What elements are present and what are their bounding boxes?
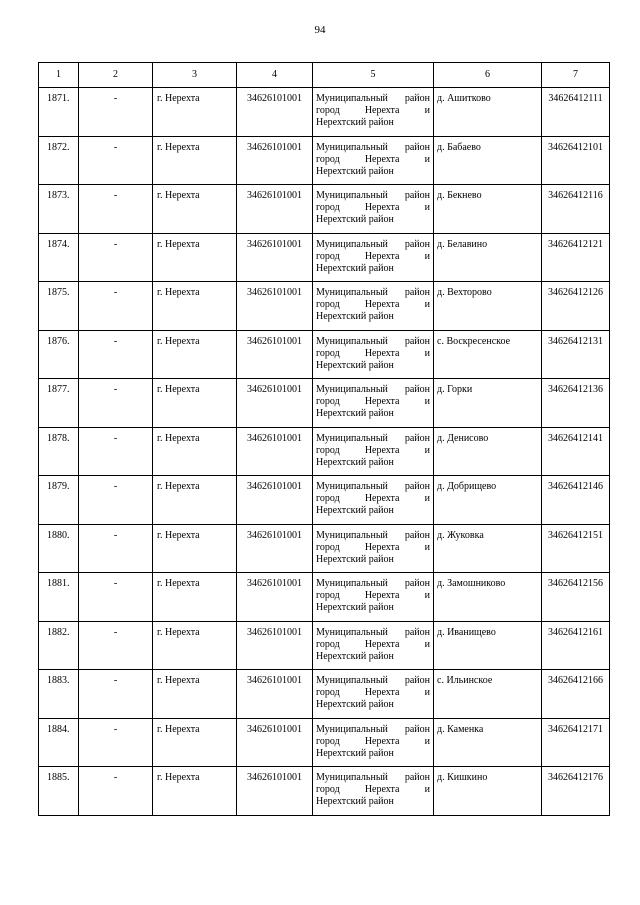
table-row bbox=[39, 233, 610, 282]
city-name: г. Нерехта bbox=[153, 427, 237, 476]
row-number: 1872. bbox=[39, 136, 79, 185]
row-number: 1883. bbox=[39, 670, 79, 719]
city-code: 34626101001 bbox=[237, 524, 313, 573]
locality-name: д. Ашитково bbox=[434, 88, 542, 137]
table-row bbox=[39, 767, 610, 816]
city-name: г. Нерехта bbox=[153, 718, 237, 767]
column-header: 7 bbox=[542, 63, 610, 88]
city-code: 34626101001 bbox=[237, 282, 313, 331]
city-code: 34626101001 bbox=[237, 573, 313, 622]
row-number: 1885. bbox=[39, 767, 79, 816]
city-code: 34626101001 bbox=[237, 427, 313, 476]
municipality-name: Муниципальный район город Нерехта и Нерехтский район bbox=[313, 233, 434, 282]
city-code: 34626101001 bbox=[237, 88, 313, 137]
row-number: 1881. bbox=[39, 573, 79, 622]
oktmo-code: 34626412146 bbox=[542, 476, 610, 525]
oktmo-code: 34626412156 bbox=[542, 573, 610, 622]
table-row bbox=[39, 185, 610, 234]
city-code: 34626101001 bbox=[237, 136, 313, 185]
column-header: 3 bbox=[153, 63, 237, 88]
municipality-name: Муниципальный район город Нерехта и Нерехтский район bbox=[313, 670, 434, 719]
city-name: г. Нерехта bbox=[153, 524, 237, 573]
city-code: 34626101001 bbox=[237, 185, 313, 234]
locality-name: с. Воскресенское bbox=[434, 330, 542, 379]
row-number: 1873. bbox=[39, 185, 79, 234]
municipality-name: Муниципальный район город Нерехта и Нерехтский район bbox=[313, 476, 434, 525]
table-row bbox=[39, 573, 610, 622]
locality-name: д. Добрищево bbox=[434, 476, 542, 525]
city-code: 34626101001 bbox=[237, 476, 313, 525]
table-row bbox=[39, 379, 610, 428]
column-header: 4 bbox=[237, 63, 313, 88]
row-number: 1871. bbox=[39, 88, 79, 137]
locality-name: д. Бекнево bbox=[434, 185, 542, 234]
column-2-value: - bbox=[79, 330, 153, 379]
row-number: 1875. bbox=[39, 282, 79, 331]
column-2-value: - bbox=[79, 427, 153, 476]
table-row bbox=[39, 621, 610, 670]
table-row bbox=[39, 670, 610, 719]
row-number: 1874. bbox=[39, 233, 79, 282]
row-number: 1880. bbox=[39, 524, 79, 573]
column-2-value: - bbox=[79, 476, 153, 525]
table-row bbox=[39, 476, 610, 525]
oktmo-code: 34626412151 bbox=[542, 524, 610, 573]
registry-table bbox=[38, 62, 610, 816]
oktmo-code: 34626412111 bbox=[542, 88, 610, 137]
table-row bbox=[39, 718, 610, 767]
column-2-value: - bbox=[79, 88, 153, 137]
city-name: г. Нерехта bbox=[153, 379, 237, 428]
row-number: 1877. bbox=[39, 379, 79, 428]
column-2-value: - bbox=[79, 767, 153, 816]
column-2-value: - bbox=[79, 233, 153, 282]
locality-name: д. Денисово bbox=[434, 427, 542, 476]
city-name: г. Нерехта bbox=[153, 767, 237, 816]
municipality-name: Муниципальный район город Нерехта и Нерехтский район bbox=[313, 136, 434, 185]
row-number: 1876. bbox=[39, 330, 79, 379]
locality-name: д. Замошниково bbox=[434, 573, 542, 622]
locality-name: д. Вехторово bbox=[434, 282, 542, 331]
column-2-value: - bbox=[79, 379, 153, 428]
city-name: г. Нерехта bbox=[153, 185, 237, 234]
column-2-value: - bbox=[79, 621, 153, 670]
row-number: 1879. bbox=[39, 476, 79, 525]
oktmo-code: 34626412121 bbox=[542, 233, 610, 282]
table-row bbox=[39, 136, 610, 185]
oktmo-code: 34626412176 bbox=[542, 767, 610, 816]
municipality-name: Муниципальный район город Нерехта и Нерехтский район bbox=[313, 573, 434, 622]
city-name: г. Нерехта bbox=[153, 476, 237, 525]
table-row bbox=[39, 330, 610, 379]
column-2-value: - bbox=[79, 670, 153, 719]
municipality-name: Муниципальный район город Нерехта и Нерехтский район bbox=[313, 185, 434, 234]
locality-name: д. Бабаево bbox=[434, 136, 542, 185]
column-2-value: - bbox=[79, 282, 153, 331]
municipality-name: Муниципальный район город Нерехта и Нерехтский район bbox=[313, 427, 434, 476]
locality-name: с. Ильинское bbox=[434, 670, 542, 719]
city-code: 34626101001 bbox=[237, 330, 313, 379]
row-number: 1882. bbox=[39, 621, 79, 670]
row-number: 1884. bbox=[39, 718, 79, 767]
table-row bbox=[39, 282, 610, 331]
oktmo-code: 34626412136 bbox=[542, 379, 610, 428]
oktmo-code: 34626412161 bbox=[542, 621, 610, 670]
municipality-name: Муниципальный район город Нерехта и Нерехтский район bbox=[313, 282, 434, 331]
column-2-value: - bbox=[79, 136, 153, 185]
column-header: 2 bbox=[79, 63, 153, 88]
row-number: 1878. bbox=[39, 427, 79, 476]
oktmo-code: 34626412101 bbox=[542, 136, 610, 185]
oktmo-code: 34626412141 bbox=[542, 427, 610, 476]
table-body bbox=[39, 88, 610, 816]
municipality-name: Муниципальный район город Нерехта и Нерехтский район bbox=[313, 621, 434, 670]
column-2-value: - bbox=[79, 185, 153, 234]
column-2-value: - bbox=[79, 573, 153, 622]
city-name: г. Нерехта bbox=[153, 621, 237, 670]
page-number: 94 bbox=[314, 24, 326, 36]
municipality-name: Муниципальный район город Нерехта и Нерехтский район bbox=[313, 767, 434, 816]
column-header: 5 bbox=[313, 63, 434, 88]
municipality-name: Муниципальный район город Нерехта и Нерехтский район bbox=[313, 88, 434, 137]
city-name: г. Нерехта bbox=[153, 136, 237, 185]
municipality-name: Муниципальный район город Нерехта и Нерехтский район bbox=[313, 379, 434, 428]
municipality-name: Муниципальный район город Нерехта и Нерехтский район bbox=[313, 524, 434, 573]
city-name: г. Нерехта bbox=[153, 330, 237, 379]
column-2-value: - bbox=[79, 718, 153, 767]
oktmo-code: 34626412131 bbox=[542, 330, 610, 379]
city-code: 34626101001 bbox=[237, 621, 313, 670]
oktmo-code: 34626412166 bbox=[542, 670, 610, 719]
municipality-name: Муниципальный район город Нерехта и Нерехтский район bbox=[313, 330, 434, 379]
city-code: 34626101001 bbox=[237, 379, 313, 428]
column-header: 1 bbox=[39, 63, 79, 88]
municipality-name: Муниципальный район город Нерехта и Нерехтский район bbox=[313, 718, 434, 767]
city-code: 34626101001 bbox=[237, 233, 313, 282]
city-name: г. Нерехта bbox=[153, 88, 237, 137]
locality-name: д. Белавино bbox=[434, 233, 542, 282]
city-name: г. Нерехта bbox=[153, 670, 237, 719]
table-header-row bbox=[39, 63, 610, 88]
city-name: г. Нерехта bbox=[153, 233, 237, 282]
column-header: 6 bbox=[434, 63, 542, 88]
locality-name: д. Горки bbox=[434, 379, 542, 428]
oktmo-code: 34626412116 bbox=[542, 185, 610, 234]
locality-name: д. Каменка bbox=[434, 718, 542, 767]
locality-name: д. Жуковка bbox=[434, 524, 542, 573]
city-code: 34626101001 bbox=[237, 718, 313, 767]
city-code: 34626101001 bbox=[237, 670, 313, 719]
column-2-value: - bbox=[79, 524, 153, 573]
table-row bbox=[39, 524, 610, 573]
city-name: г. Нерехта bbox=[153, 282, 237, 331]
locality-name: д. Кишкино bbox=[434, 767, 542, 816]
city-name: г. Нерехта bbox=[153, 573, 237, 622]
city-code: 34626101001 bbox=[237, 767, 313, 816]
oktmo-code: 34626412126 bbox=[542, 282, 610, 331]
locality-name: д. Иванищево bbox=[434, 621, 542, 670]
table-row bbox=[39, 88, 610, 137]
oktmo-code: 34626412171 bbox=[542, 718, 610, 767]
table-row bbox=[39, 427, 610, 476]
